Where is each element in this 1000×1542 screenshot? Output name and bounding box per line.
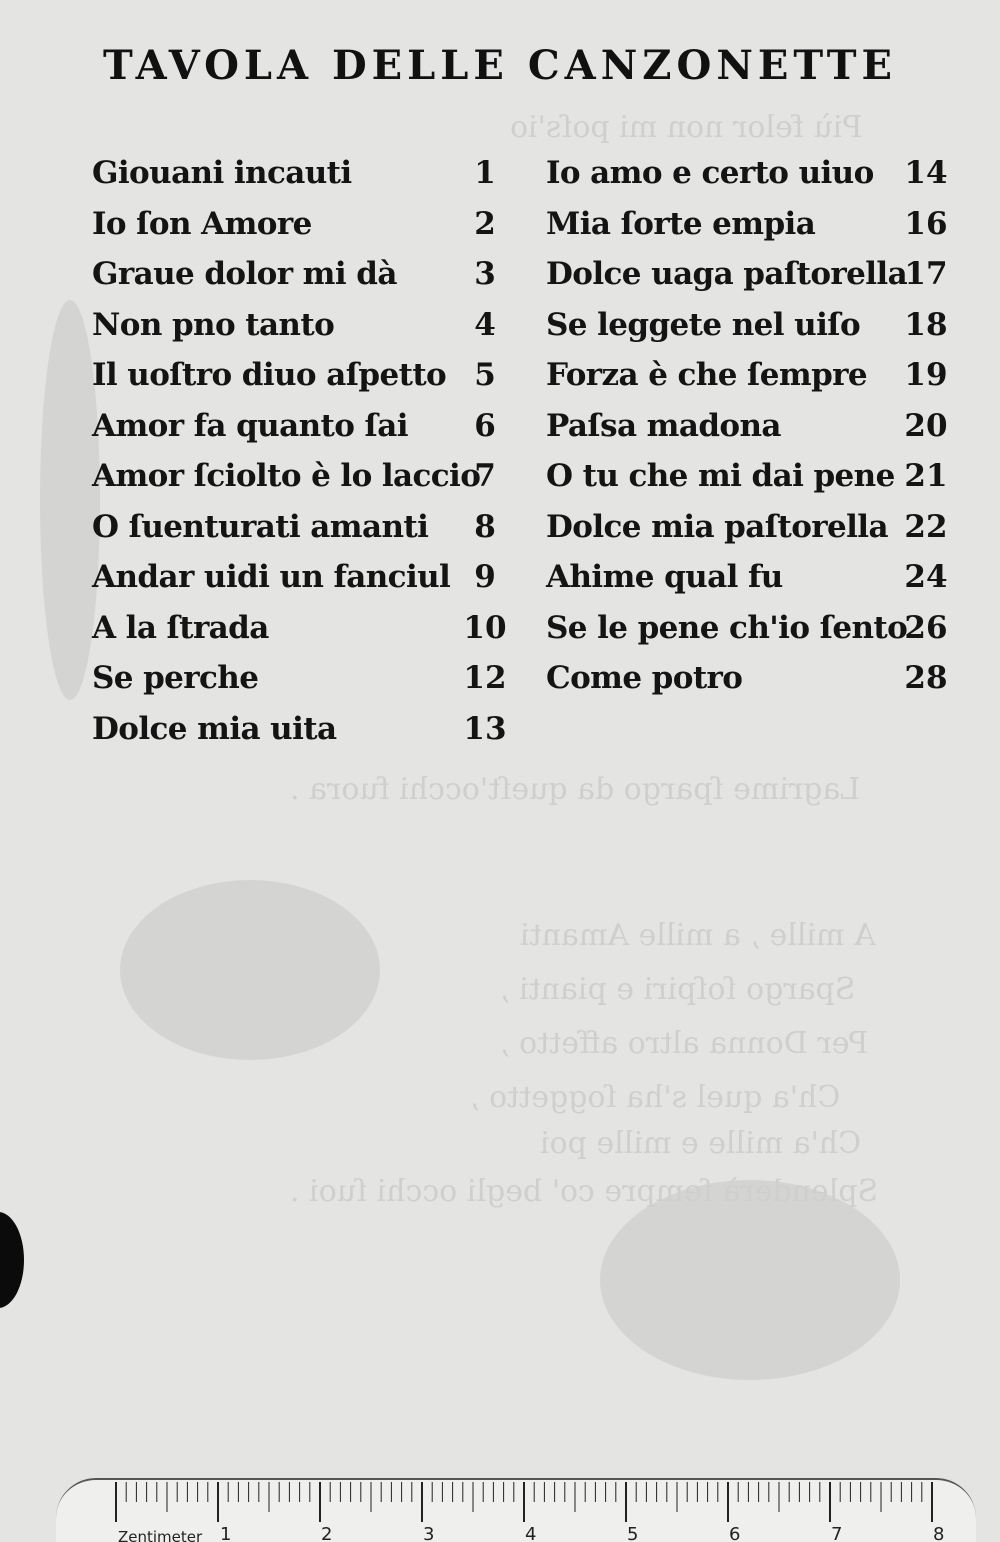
song-title: Amor ſciolto è lo laccio xyxy=(92,458,481,494)
index-entry xyxy=(546,300,966,350)
index-entry xyxy=(92,350,522,400)
song-title: Il uoſtro diuo aſpetto xyxy=(92,357,447,393)
index-entry xyxy=(92,249,522,299)
page-number: 7 xyxy=(474,458,496,494)
show-through-text: Più felor non mi poſs'io xyxy=(510,110,863,145)
page-number: 6 xyxy=(474,407,496,444)
ruler-number: 3 xyxy=(423,1524,435,1542)
page-title: TAVOLA DELLE CANZONETTE xyxy=(103,42,897,89)
song-title: A la ſtrada xyxy=(92,609,269,646)
page-number: 26 xyxy=(904,609,948,646)
index-entry xyxy=(92,148,522,198)
ruler-number: 2 xyxy=(321,1524,333,1542)
song-title: Graue dolor mi dà xyxy=(92,256,397,292)
page-number: 14 xyxy=(904,155,948,191)
index-entry xyxy=(546,350,966,400)
page-number: 10 xyxy=(463,609,507,646)
page-number: 17 xyxy=(904,256,948,292)
song-title: Giouani incauti xyxy=(92,155,352,191)
show-through-text: Ch'a mille e mille poi xyxy=(540,1126,862,1161)
ruler-number: 6 xyxy=(729,1524,741,1542)
index-entry xyxy=(92,401,522,451)
page-number: 13 xyxy=(463,710,507,747)
song-title: Se le pene ch'io ſento xyxy=(546,609,908,646)
song-title: O tu che mi dai pene xyxy=(546,458,895,494)
song-title: Come potro xyxy=(546,660,743,696)
song-title: Paſsa madona xyxy=(546,407,781,444)
index-entry xyxy=(546,249,966,299)
song-title: Amor fa quanto ſai xyxy=(92,407,408,444)
page-number: 5 xyxy=(474,357,496,393)
ruler-number: 1 xyxy=(220,1524,232,1542)
index-entry xyxy=(546,401,966,451)
index-entry xyxy=(92,552,522,602)
song-title: Io amo e certo uiuo xyxy=(546,155,874,191)
index-entry xyxy=(546,451,966,501)
song-title: Dolce mia uita xyxy=(92,710,337,747)
song-title: Se leggete nel uiſo xyxy=(546,306,861,343)
page-number: 16 xyxy=(904,205,948,242)
show-through-text: Ch'a quel s'ha ſoggetto , xyxy=(470,1080,841,1115)
index-entry xyxy=(92,704,522,754)
show-through-text: Splenderà ſempre co' begli occhi ſuoi . xyxy=(290,1174,879,1209)
paper-stain xyxy=(120,880,380,1060)
page-number: 8 xyxy=(474,508,496,545)
page-number: 24 xyxy=(904,559,948,595)
show-through-text: Per Donna altro affetto , xyxy=(500,1026,869,1061)
paper-stain xyxy=(600,1180,900,1380)
index-entry xyxy=(546,199,966,249)
song-title: Mia ſorte empia xyxy=(546,205,816,242)
ruler-number: 7 xyxy=(831,1524,843,1542)
song-title: Dolce mia paſtorella xyxy=(546,508,888,545)
song-title: Dolce uaga paſtorella xyxy=(546,256,908,292)
ruler-number: 5 xyxy=(627,1524,639,1542)
page-number: 20 xyxy=(904,407,948,444)
binder-clip xyxy=(0,1212,24,1308)
index-entry xyxy=(92,502,522,552)
page-number: 18 xyxy=(904,306,948,343)
index-entry xyxy=(92,451,522,501)
page-number: 19 xyxy=(904,357,948,393)
index-entry xyxy=(546,552,966,602)
page-number: 28 xyxy=(904,660,948,696)
paper-stain xyxy=(40,300,100,700)
index-entry xyxy=(92,199,522,249)
show-through-text: A mille , a mille Amanti xyxy=(520,918,876,953)
index-entry xyxy=(92,603,522,653)
ruler-number: 8 xyxy=(933,1524,945,1542)
song-title: Se perche xyxy=(92,660,259,696)
page-number: 9 xyxy=(474,559,496,595)
page-number: 21 xyxy=(904,458,948,494)
page-number: 3 xyxy=(474,256,496,292)
song-title: Io ſon Amore xyxy=(92,205,312,242)
page-number: 1 xyxy=(474,155,496,191)
index-entry xyxy=(546,603,966,653)
centimeter-ruler xyxy=(56,1478,976,1542)
index-entry xyxy=(92,300,522,350)
index-entry xyxy=(546,653,966,703)
page-number: 4 xyxy=(474,306,496,343)
song-title: O ſuenturati amanti xyxy=(92,508,429,545)
ruler-label: Zentimeter xyxy=(118,1528,203,1542)
index-entry xyxy=(92,653,522,703)
index-entry xyxy=(546,502,966,552)
show-through-text: Lagrime ſpargo da queſt'occhi fuora . xyxy=(290,772,861,807)
page-number: 2 xyxy=(474,205,496,242)
song-title: Andar uidi un fanciul xyxy=(92,559,451,595)
page-number: 12 xyxy=(463,660,507,696)
ruler-number: 4 xyxy=(525,1524,537,1542)
song-title: Forza è che ſempre xyxy=(546,357,868,393)
song-title: Non pno tanto xyxy=(92,306,335,343)
page-number: 22 xyxy=(904,508,948,545)
show-through-text: Spargo ſoſpiri e pianti , xyxy=(500,972,856,1007)
index-entry xyxy=(546,148,966,198)
song-title: Ahime qual fu xyxy=(546,559,783,595)
